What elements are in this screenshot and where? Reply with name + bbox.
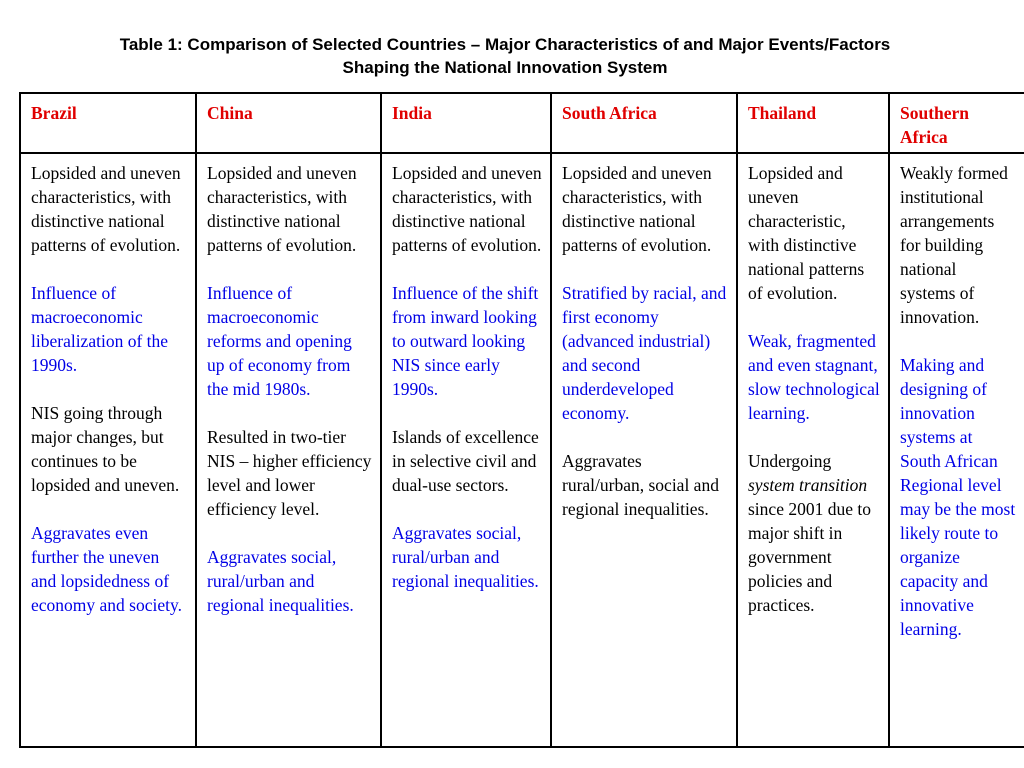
cell-paragraph: Influence of macroeconomic reforms and opening up of economy from the mid 1980s.	[207, 283, 352, 399]
cell-china	[196, 153, 381, 747]
cell-paragraph: Lopsided and uneven characteristics, with distinctive national patterns of evolution.	[207, 163, 357, 255]
cell-paragraph	[748, 449, 880, 617]
cell-paragraph: Weakly formed institutional arrangements for building national systems of innovation.	[900, 163, 1008, 327]
cell-paragraph: Stratified by racial, and first economy (advanced industrial) and second underdeveloped economy.	[562, 283, 727, 423]
cell-paragraph: Lopsided and uneven characteristic, with distinctive national patterns of evolution.	[748, 163, 865, 303]
cell-text: since 2001 due to major shift in government policies and practices.	[748, 499, 871, 615]
header-southern-africa: Southern Africa	[889, 93, 1024, 153]
cell-text: Undergoing	[748, 451, 832, 471]
table-caption-line-2: Shaping the National Innovation System	[342, 58, 668, 77]
cell-south-africa	[551, 153, 737, 747]
cell-paragraph: Making and designing of innovation systems at South African Regional level may be the most likely route to organize capacity and innovative learning.	[900, 355, 1016, 639]
cell-paragraph: Weak, fragmented and even stagnant, slow technological learning.	[748, 331, 880, 423]
table-row	[20, 153, 1024, 747]
header-thailand: Thailand	[737, 93, 889, 153]
table-caption	[0, 33, 1010, 79]
cell-paragraph: Aggravates even further the uneven and lopsidedness of economy and society.	[31, 523, 182, 615]
cell-paragraph: Aggravates social, rural/urban and regional inequalities.	[392, 523, 539, 591]
cell-paragraph: Lopsided and uneven characteristics, with distinctive national patterns of evolution.	[562, 163, 712, 255]
header-brazil: Brazil	[20, 93, 196, 153]
table-caption-line-1: Table 1: Comparison of Selected Countries – Major Characteristics of and Major Events/Factors	[119, 35, 891, 54]
cell-paragraph: Aggravates social, rural/urban and regional inequalities.	[207, 547, 354, 615]
cell-brazil	[20, 153, 196, 747]
cell-paragraph: Influence of the shift from inward looking to outward looking NIS since early 1990s.	[392, 283, 539, 399]
cell-thailand	[737, 153, 889, 747]
cell-paragraph: Aggravates rural/urban, social and regional inequalities.	[562, 451, 719, 519]
cell-paragraph: Islands of excellence in selective civil and dual-use sectors.	[392, 427, 539, 495]
header-china: China	[196, 93, 381, 153]
cell-india	[381, 153, 551, 747]
header-india: India	[381, 93, 551, 153]
cell-paragraph: NIS going through major changes, but continues to be lopsided and uneven.	[31, 403, 180, 495]
header-row	[20, 93, 1024, 153]
cell-paragraph: Lopsided and uneven characteristics, with distinctive national patterns of evolution.	[31, 163, 181, 255]
cell-text-italic: system transition	[748, 475, 868, 495]
comparison-table	[19, 92, 1024, 748]
cell-southern-africa	[889, 153, 1024, 747]
cell-paragraph: Lopsided and uneven characteristics, with distinctive national patterns of evolution.	[392, 163, 542, 255]
header-south-africa: South Africa	[551, 93, 737, 153]
cell-paragraph: Resulted in two-tier NIS – higher efficiency level and lower efficiency level.	[207, 427, 372, 519]
cell-paragraph: Influence of macroeconomic liberalization of the 1990s.	[31, 283, 169, 375]
